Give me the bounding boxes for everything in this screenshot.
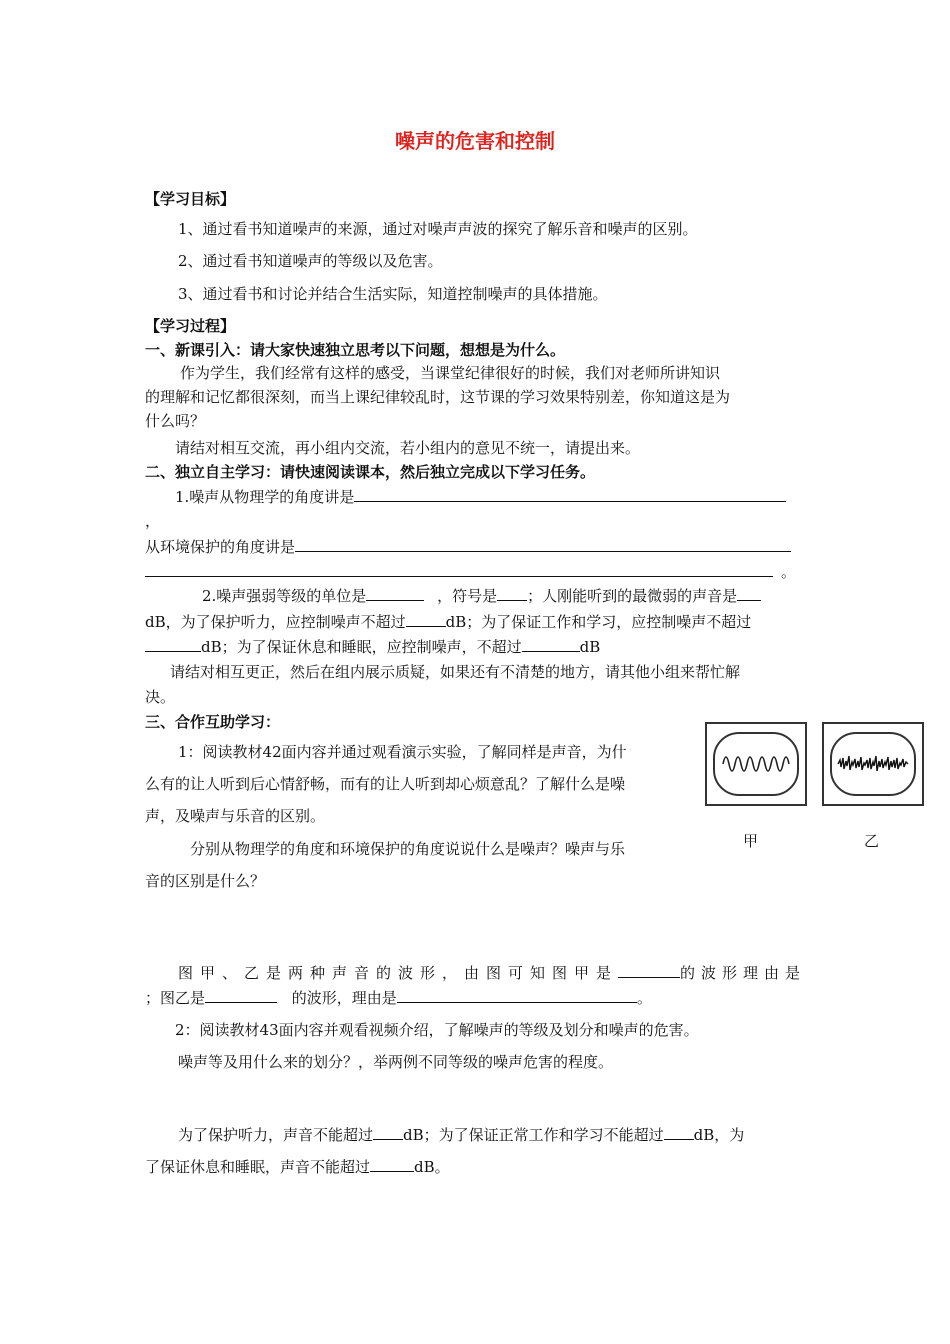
question1-comma: ，: [145, 512, 161, 530]
answer-blank[interactable]: [205, 988, 277, 1003]
task2-line: [175, 1019, 699, 1040]
task2-question: 噪声等及用什么来的划分？，举两例不同等级的噪声危害的程度。: [178, 1053, 614, 1071]
answer-blank[interactable]: [354, 487, 786, 502]
waveform-question-line-1: [178, 962, 806, 983]
question1-continuation: [145, 561, 796, 582]
answer-blank[interactable]: [366, 586, 424, 601]
answer-blank[interactable]: [664, 1125, 694, 1140]
waveform-question-yi-reason: 的波形，理由是: [291, 989, 397, 1007]
question2-weakest-label: ；人刚能听到的最微弱的声音是: [527, 587, 738, 605]
objective-item-2: 2、通过看书知道噪声的等级以及危害。: [178, 252, 443, 270]
section1-paragraph-line-3: 什么吗？: [145, 412, 206, 430]
answer-blank[interactable]: [737, 586, 761, 601]
task1-line-2: 么有的让人听到后心情舒畅，而有的让人听到却心烦意乱？了解什么是噪: [145, 775, 626, 793]
limits-work-label: dB；为了保证正常工作和学习不能超过: [403, 1126, 664, 1144]
section1-paragraph-line-2: 的理解和记忆都很深刻，而当上课纪律较乱时，这节课的学习效果特别差，你知道这是为: [145, 388, 731, 406]
question2-sleep-label: dB；为了保证休息和睡眠，应控制噪声，不超过: [201, 638, 522, 656]
question2-work-label: dB；为了保证工作和学习，应控制噪声不超过: [445, 613, 752, 631]
answer-blank[interactable]: [497, 586, 527, 601]
limits-sleep-label: 了保证休息和睡眠，声音不能超过: [145, 1158, 371, 1176]
answer-blank[interactable]: [618, 963, 680, 978]
noise-question-line-2: 音的区别是什么？: [145, 872, 266, 890]
question1-physics-label: 1.噪声从物理学的角度讲是: [175, 488, 355, 506]
objectives-heading: 【学习目标】: [145, 190, 236, 208]
limits-hearing-label: 为了保护听力，声音不能超过: [178, 1126, 374, 1144]
figure-label-yi: 乙: [864, 832, 880, 850]
answer-blank[interactable]: [406, 612, 446, 627]
objective-item-1: 1、通过看书知道噪声的来源，通过对噪声声波的探究了解乐音和噪声的区别。: [178, 220, 698, 238]
section2-closing-line-2: 决。: [145, 688, 176, 706]
question2-line-2: [145, 611, 751, 632]
waveform-question-line-2: [145, 987, 652, 1008]
waveform-question-yi-label: ；图乙是: [145, 989, 206, 1007]
section2-heading: 二、独立自主学习：请快速阅读课本，然后独立完成以下学习任务。: [145, 463, 596, 481]
question2-line-3: [145, 636, 600, 657]
figure-label-jia: 甲: [743, 832, 759, 850]
answer-blank[interactable]: [370, 1157, 414, 1172]
process-heading: 【学习过程】: [145, 317, 236, 335]
task1-line-3: 声，及噪声与乐音的区别。: [145, 807, 326, 825]
question2-unit-label: 2.噪声强弱等级的单位是: [202, 587, 367, 605]
objective-item-3: 3、通过看书和讨论并结合生活实际，知道控制噪声的具体措施。: [178, 285, 608, 303]
question2-line-1: [202, 585, 761, 606]
section1-paragraph-2: 请结对相互交流，再小组内交流，若小组内的意见不统一，请提出来。: [175, 439, 641, 457]
question1-physics: [175, 486, 786, 507]
section3-heading: 三、合作互助学习：: [145, 713, 281, 731]
question1-environment-label: 从环境保护的角度讲是: [145, 538, 296, 556]
answer-blank[interactable]: [522, 637, 580, 652]
task1-line-1: 1：阅读教材42面内容并通过观看演示实验，了解同样是声音，为什: [178, 743, 627, 761]
waveform-screen-jia: [713, 732, 799, 796]
limits-fill-line-2: [145, 1156, 450, 1177]
answer-blank[interactable]: [145, 562, 773, 577]
answer-blank[interactable]: [373, 1125, 403, 1140]
waveform-screen-yi: [830, 732, 916, 796]
page-title: 噪声的危害和控制: [395, 129, 555, 153]
section1-heading: 一、新课引入：请大家快速独立思考以下问题，想想是为什么。: [145, 341, 566, 359]
limits-unit-end: dB。: [414, 1158, 450, 1176]
musical-tone-waveform: [715, 734, 797, 794]
question2-symbol-label: ，符号是: [437, 587, 498, 605]
waveform-question-reason: 的波形理由是: [679, 964, 806, 982]
waveform-question-end-mark: 。: [636, 989, 652, 1007]
question1-end-mark: 。: [781, 563, 797, 581]
question2-unit-db: dB: [579, 638, 601, 656]
limits-fill-line-1: [178, 1124, 744, 1145]
oscilloscope-yi: [822, 722, 924, 806]
section1-paragraph-line-1: 作为学生，我们经常有这样的感受，当课堂纪律很好的时候，我们对老师所讲知识: [180, 364, 721, 382]
oscilloscope-jia: [705, 722, 807, 806]
answer-blank[interactable]: [397, 988, 637, 1003]
waveform-question-lead: 图甲、乙是两种声音的波形，由图可知图甲是: [178, 964, 619, 982]
task2-text: 2：阅读教材43面内容并观看视频介绍，了解噪声的等级及划分和噪声的危害。: [175, 1021, 699, 1039]
answer-blank[interactable]: [295, 537, 791, 552]
noise-waveform: [832, 734, 914, 794]
question2-hearing-label: dB，为了保护听力，应控制噪声不超过: [145, 613, 406, 631]
answer-blank[interactable]: [145, 637, 201, 652]
limits-unit-tail: dB，为: [693, 1126, 745, 1144]
noise-question-line-1: 分别从物理学的角度和环境保护的角度说说什么是噪声？噪声与乐: [190, 840, 626, 858]
question1-environment: [145, 536, 791, 557]
section2-closing-line-1: 请结对相互更正，然后在组内展示质疑，如果还有不清楚的地方，请其他小组来帮忙解: [170, 663, 741, 681]
